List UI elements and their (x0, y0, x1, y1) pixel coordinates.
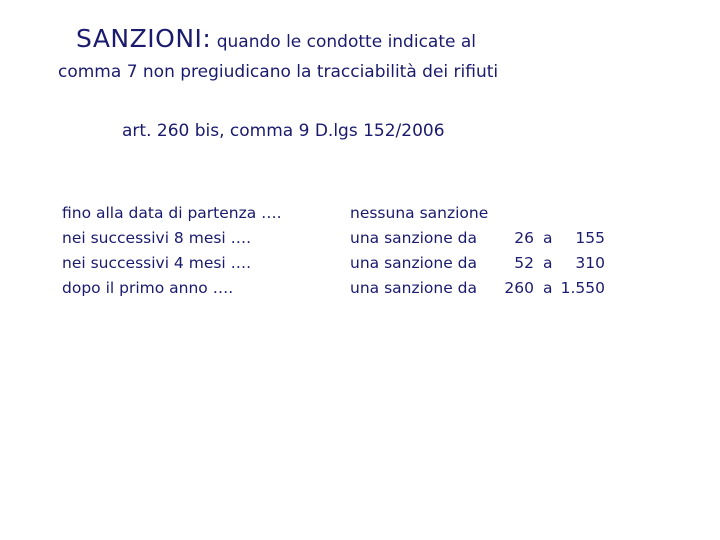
range-separator (543, 201, 553, 226)
amount-from: 52 (514, 254, 534, 272)
amount-to-column (555, 201, 605, 301)
amount-from: 26 (514, 229, 534, 247)
title-heading-word: SANZIONI: (76, 24, 212, 53)
period-column (62, 201, 282, 301)
range-separator-column (543, 201, 553, 301)
amount-to (555, 201, 605, 226)
sanction-text: una sanzione da (350, 254, 478, 272)
amount-to: 155 (575, 229, 605, 247)
period-text: nei successivi 4 mesi …. (62, 254, 252, 272)
sanction-column (350, 201, 488, 301)
sanction-text: nessuna sanzione (350, 204, 489, 222)
amount-from-column (490, 201, 534, 301)
sanction-text: una sanzione da (350, 229, 478, 247)
page-title (76, 24, 476, 53)
sanction-text: una sanzione da (350, 279, 478, 297)
range-separator: a (543, 229, 553, 247)
amount-to: 310 (575, 254, 605, 272)
period-text: fino alla data di partenza …. (62, 204, 282, 222)
range-separator: a (543, 254, 553, 272)
amount-from (490, 201, 534, 226)
range-separator: a (543, 279, 553, 297)
period-text: nei successivi 8 mesi …. (62, 229, 252, 247)
page-subtitle: comma 7 non pregiudicano la tracciabilità dei rifiuti (58, 62, 499, 82)
title-heading-rest: quando le condotte indicate al (211, 32, 477, 52)
amount-to: 1.550 (560, 279, 605, 297)
legal-reference: art. 260 bis, comma 9 D.lgs 152/2006 (122, 121, 445, 141)
amount-from: 260 (504, 279, 534, 297)
period-text: dopo il primo anno …. (62, 279, 234, 297)
